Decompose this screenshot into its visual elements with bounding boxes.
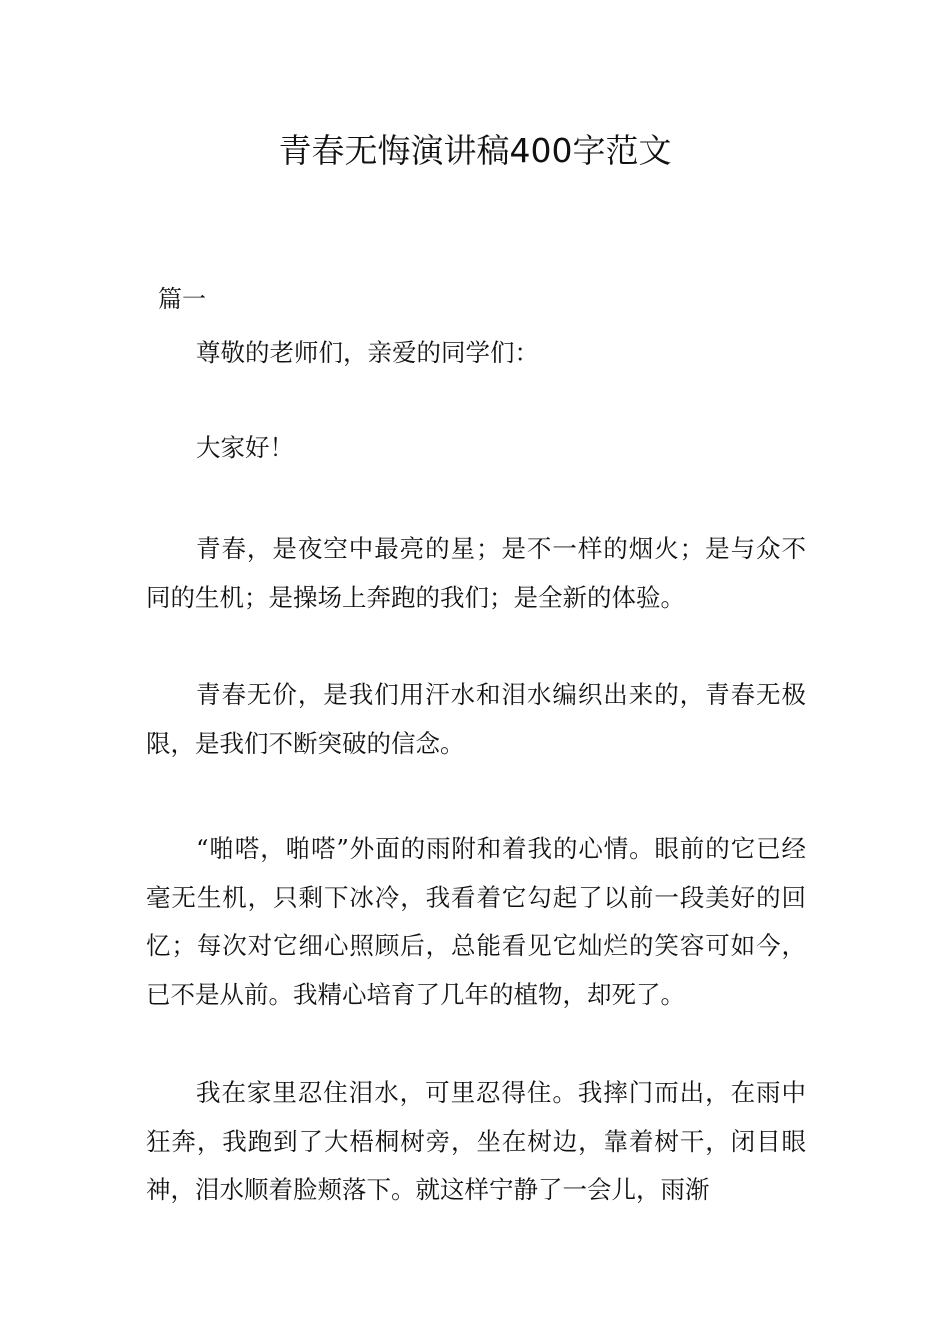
- paragraph-rain-plant: “啪嗒，啪嗒”外面的雨附和着我的心情。眼前的它已经毫无生机，只剩下冰冷，我看着它勾起了以前一段美好的回忆；每次对它细心照顾后，总能看见它灿烂的笑容可如今，已不是从前。我精心培育了几年的植物，却死了。: [146, 834, 806, 1009]
- document-title: 青春无悔演讲稿400字范文: [278, 131, 672, 170]
- paragraph-greeting: 大家好！: [196, 433, 294, 462]
- paragraph-running-in-rain: 我在家里忍住泪水，可里忍得住。我摔门而出，在雨中狂奔，我跑到了大梧桐树旁，坐在树边，靠着树干，闭目眼神，泪水顺着脸颊落下。就这样宁静了一会儿，雨渐: [146, 1078, 806, 1204]
- paragraph-youth-priceless: 青春无价，是我们用汗水和泪水编织出来的，青春无极限，是我们不断突破的信念。: [146, 680, 806, 758]
- paragraph-salutation: 尊敬的老师们，亲爱的同学们：: [196, 338, 539, 367]
- paragraph-youth-star: 青春，是夜空中最亮的星；是不一样的烟火；是与众不同的生机；是操场上奔跑的我们；是全新的体验。: [146, 534, 806, 612]
- section-label: 篇一: [158, 285, 206, 313]
